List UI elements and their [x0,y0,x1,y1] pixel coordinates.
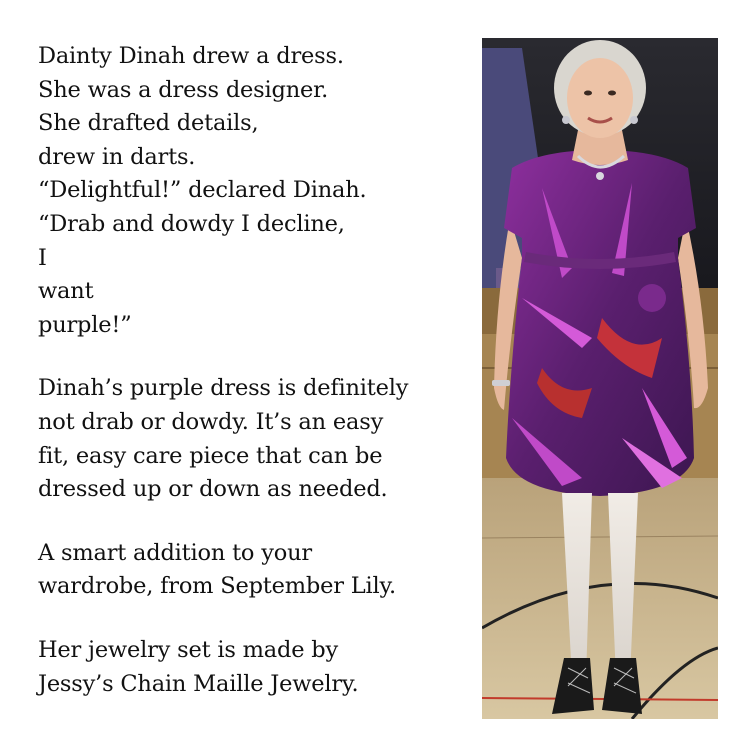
poem-line: “Drab and dowdy I decline, [38,210,345,237]
description-line: Dinah’s purple dress is definitely [38,375,409,402]
poem-line: “Delightful!” declared Dinah. [38,177,367,204]
poem-line: Dainty Dinah drew a dress. [38,43,344,69]
description-line: fit, easy care piece that can be [38,442,383,469]
poem-line: She was a dress designer. [38,76,329,103]
model-photo [482,38,718,719]
poem-line: purple!” [38,311,132,338]
model-photo-illustration [482,38,718,719]
text-column [38,40,458,701]
gym-floor [482,478,718,719]
jewelry-paragraph [38,634,458,701]
poem-line: She drafted details, [38,110,259,137]
jewelry-line: Her jewelry set is made by [38,636,339,663]
poem [38,40,458,342]
description-line: not drab or dowdy. It’s an easy [38,408,384,435]
poem-line: drew in darts. [38,143,196,170]
addition-line: A smart addition to your [38,539,312,566]
face [567,58,633,138]
dress-description [38,372,458,506]
jewelry-line: Jessy’s Chain Maille Jewelry. [38,670,359,697]
addition-paragraph [38,537,458,604]
description-line: dressed up or down as needed. [38,476,388,503]
addition-line: wardrobe, from September Lily. [38,573,396,600]
bracelet [492,380,510,386]
poem-line: want [38,278,94,305]
poem-line: I [38,244,47,271]
